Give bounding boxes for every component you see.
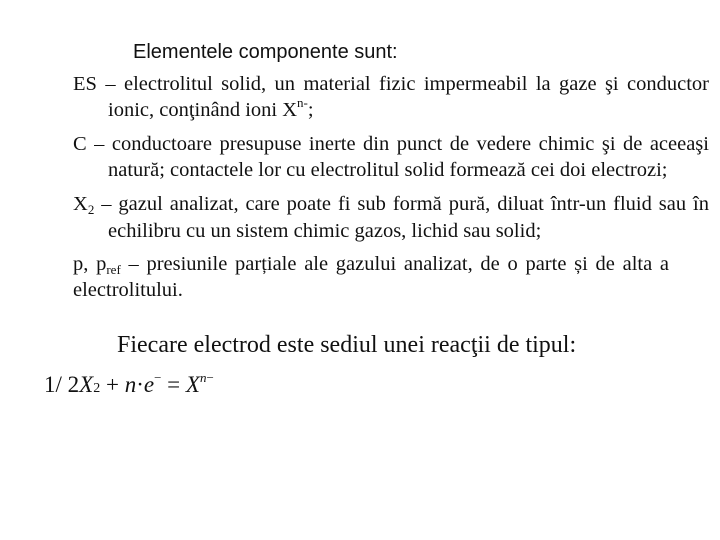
eq-electron-charge: − [154, 370, 162, 385]
eq-n: n [124, 372, 137, 397]
item-p-prefix: p, p [73, 253, 107, 275]
item-p-subscript: ref [106, 262, 121, 277]
item-es-line2-end: ; [307, 99, 314, 121]
item-c-line1: C – conductoare presupuse inerte din punct de vedere chimic şi de aceeaşi [73, 133, 709, 155]
eq-plus: + [105, 372, 119, 397]
item-p-line1-text: – presiunile parțiale ale gazului analizat, de o parte și de alta a [120, 253, 669, 275]
eq-equals: = [167, 372, 181, 397]
eq-rhs-sup-n: n [199, 370, 207, 385]
eq-rhs-variable: X [185, 372, 200, 397]
eq-lhs-variable: X [79, 372, 94, 397]
eq-dot: · [136, 372, 144, 397]
eq-rhs-sup-minus: − [206, 370, 214, 385]
item-x2-symbol: X [73, 193, 88, 215]
item-x2-line1 [73, 192, 709, 216]
heading: Elementele componente sunt: [133, 41, 398, 63]
item-c-line2: natură; contactele lor cu electrolitul solid formează cei doi electrozi; [108, 159, 668, 181]
item-es-line2 [108, 95, 314, 122]
item-p-line1 [73, 252, 669, 276]
item-x2-line2: echilibru cu un sistem chimic gazos, lichid sau solid; [108, 220, 542, 242]
item-x2-subscript: 2 [87, 202, 95, 217]
subheading: Fiecare electrod este sediul unei reacţii de tipul: [117, 332, 577, 358]
item-p-line2: electrolitului. [73, 279, 183, 301]
eq-electron: e [143, 372, 155, 397]
eq-coefficient: 1/ 2 [44, 372, 80, 397]
reaction-equation [44, 372, 214, 398]
item-es-line2-text: ionic, conţinând ioni X [108, 99, 298, 121]
eq-lhs-subscript: 2 [93, 381, 101, 396]
item-es-line1: ES – electrolitul solid, un material fizic impermeabil la gaze şi conductor [73, 73, 709, 95]
item-es-ion-charge: n- [297, 95, 308, 110]
item-x2-line1-text: – gazul analizat, care poate fi sub formă pură, diluat într-un fluid sau în [94, 193, 709, 215]
